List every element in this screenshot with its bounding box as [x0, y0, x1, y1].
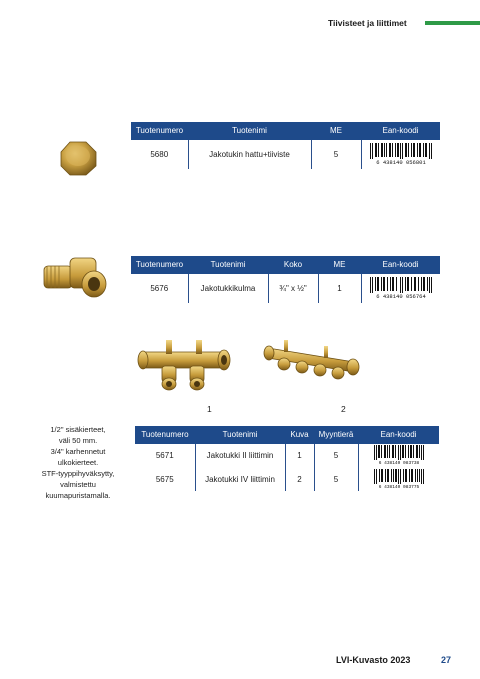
product-number: 5675 [155, 474, 174, 484]
column-header: ME [311, 122, 361, 139]
ean-code: 6 438140 083738 [378, 461, 420, 466]
section-title: Tiivisteet ja liittimet [328, 18, 407, 28]
product-number: 5680 [150, 149, 169, 159]
column-header: ME [318, 256, 361, 273]
ean-barcode [361, 273, 440, 303]
manifold-4-outlets-image [262, 336, 362, 388]
elbow-fitting-image [42, 250, 110, 302]
table-row [135, 467, 439, 491]
column-header: Ean-koodi [361, 256, 440, 273]
column-header: Tuotenumero [131, 122, 188, 139]
footer-title: LVI-Kuvasto 2023 [336, 655, 411, 665]
cap-image [58, 138, 98, 178]
product-qty: 5 [314, 467, 358, 491]
section-accent-bar [425, 21, 480, 25]
product-description: 1/2" sisäkierteet, väli 50 mm. 3/4" karhennetut ulkokierteet. STF-tyyppihyväksytty, valmistettu kuumapuristamalla. [41, 425, 115, 500]
table-row [131, 273, 440, 303]
table-row [135, 443, 439, 467]
product-table-elbow [131, 256, 440, 303]
column-header: Kuva [285, 426, 314, 443]
column-header: Myyntierä [314, 426, 358, 443]
product-image-ref: 1 [285, 443, 314, 467]
manifold-2-outlets-image [136, 334, 236, 394]
ean-barcode [361, 139, 440, 169]
product-table-manifolds [135, 426, 439, 491]
product-name: Jakotukin hattu+tiiviste [188, 139, 311, 169]
product-me: 1 [318, 273, 361, 303]
product-name: Jakotukki II liittimin [195, 443, 285, 467]
product-name: Jakotukki IV liittimin [195, 467, 285, 491]
column-header: Tuotenimi [188, 256, 268, 273]
ean-code: 6 438140 056764 [375, 293, 426, 300]
column-header: Ean-koodi [358, 426, 439, 443]
column-header: Tuotenumero [135, 426, 195, 443]
table-row [131, 139, 440, 169]
ean-code: 6 438140 083775 [378, 485, 420, 489]
product-number: 5676 [150, 283, 169, 293]
ean-barcode [358, 467, 439, 491]
column-header: Tuotenimi [195, 426, 285, 443]
image-caption: 2 [341, 404, 346, 414]
product-me: 5 [311, 139, 361, 169]
product-name: Jakotukkikulma [188, 273, 268, 303]
product-qty: 5 [314, 443, 358, 467]
column-header: Koko [268, 256, 318, 273]
column-header: Tuotenimi [188, 122, 311, 139]
ean-barcode [358, 443, 439, 467]
ean-code: 6 438140 056801 [375, 159, 426, 166]
column-header: Tuotenumero [131, 256, 188, 273]
product-size: ¾" x ½" [268, 273, 318, 303]
image-caption: 1 [207, 404, 212, 414]
page-number: 27 [441, 655, 452, 665]
product-image-ref: 2 [285, 467, 314, 491]
product-table-cap [131, 122, 440, 169]
column-header: Ean-koodi [361, 122, 440, 139]
product-number: 5671 [155, 450, 174, 460]
